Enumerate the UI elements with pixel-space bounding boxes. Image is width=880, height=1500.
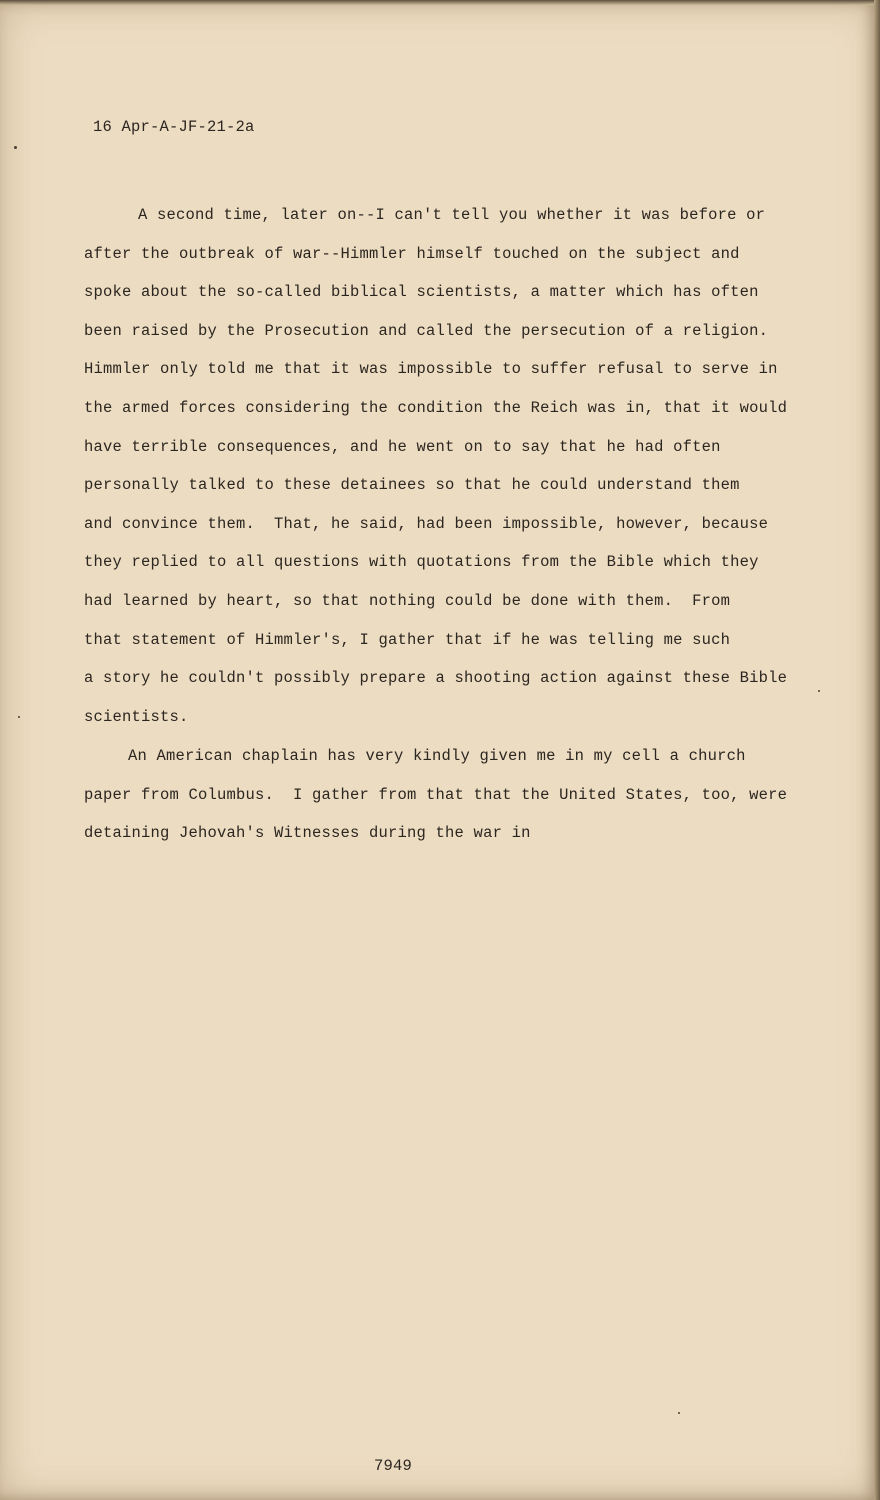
text-line: scientists. xyxy=(84,707,189,726)
text-line: have terrible consequences, and he went on to say that he had often xyxy=(84,437,721,456)
paper-speck xyxy=(818,690,820,692)
page-top-edge xyxy=(0,0,880,5)
paper-speck xyxy=(18,716,20,718)
text-line: paper from Columbus. I gather from that that the United States, too, were xyxy=(84,785,788,804)
text-line: A second time, later on--I can't tell you whether it was before or xyxy=(138,206,766,224)
text-line: An American chaplain has very kindly given me in my cell a church xyxy=(128,747,746,765)
paper-speck xyxy=(14,146,17,149)
text-line: they replied to all questions with quotations from the Bible which they xyxy=(84,553,759,572)
text-line: personally talked to these detainees so that he could understand them xyxy=(84,476,740,495)
page-right-edge xyxy=(874,0,880,1500)
text-line: that statement of Himmler's, I gather that if he was telling me such xyxy=(84,630,731,649)
text-line: the armed forces considering the condition the Reich was in, that it would xyxy=(84,398,788,417)
text-line: had learned by heart, so that nothing could be done with them. From xyxy=(84,591,731,610)
paper-speck xyxy=(678,1412,680,1414)
page-number: 7949 xyxy=(374,1457,413,1475)
text-line: Himmler only told me that it was impossible to suffer refusal to serve in xyxy=(84,360,778,379)
paragraph-1 xyxy=(84,196,814,736)
text-line: been raised by the Prosecution and called the persecution of a religion. xyxy=(84,321,769,340)
document-reference: 16 Apr-A-JF-21-2a xyxy=(93,118,255,136)
text-line: after the outbreak of war--Himmler himself touched on the subject and xyxy=(84,244,740,263)
paragraph-2 xyxy=(84,737,814,853)
text-line: a story he couldn't possibly prepare a shooting action against these Bible xyxy=(84,669,788,688)
text-line: and convince them. That, he said, had been impossible, however, because xyxy=(84,514,769,533)
text-line: spoke about the so-called biblical scientists, a matter which has often xyxy=(84,283,759,302)
text-line: detaining Jehovah's Witnesses during the war in xyxy=(84,824,531,843)
